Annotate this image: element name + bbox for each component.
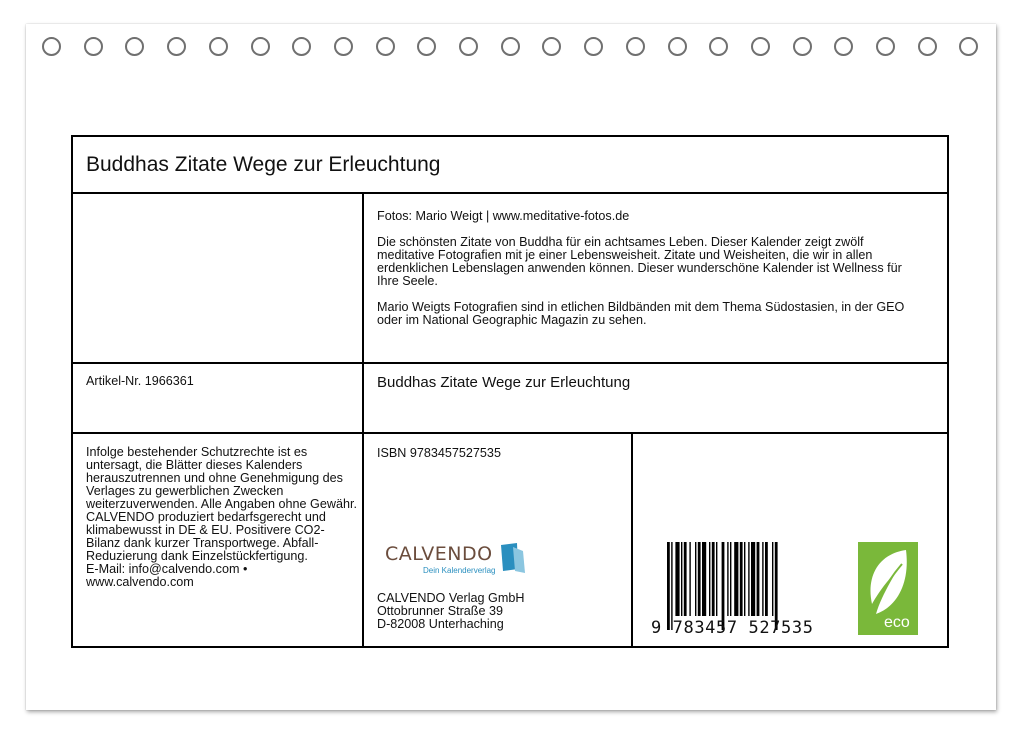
binding-hole [334,37,353,56]
description-block [377,210,917,340]
binding-hole [542,37,561,56]
isbn: ISBN 9783457527535 [377,446,501,460]
binding-hole [501,37,520,56]
barcode-bar [684,542,687,616]
barcode-bar [698,542,701,616]
calendar-subtitle: Buddhas Zitate Wege zur Erleuchtung [377,374,631,391]
info-table [71,135,949,648]
logo-wordmark: CALVENDO [385,543,493,565]
binding-hole [125,37,144,56]
copyright-text: Infolge bestehender Schutzrechte ist es untersagt, die Blätter dieses Kalenders herauszutrennen und ohne Genehmigung des Verlages zu gewerblichen Zwecken weiterzuverwenden. Alle Angaben ohne Gewähr. [86,445,357,511]
photo-credits: Fotos: Mario Weigt | www.meditative-fotos.de [377,209,630,223]
barcode-bar [772,542,773,616]
contact-website: www.calvendo.com [86,575,194,589]
barcode-bar [757,542,760,616]
eco-statement: CALVENDO produziert bedarfsgerecht und klimabewusst in DE & EU. Positivere CO2-Bilanz dank kurzer Transportwege. Abfall-Reduzierung dank Einzelstückfertigung. [86,510,326,563]
page-title: Buddhas Zitate Wege zur Erleuchtung [86,153,441,176]
barcode-bar [712,542,715,616]
spiral-binding-holes [42,37,982,59]
barcode-digits: 9 783457 527535 [651,618,814,638]
barcode-bar [667,542,670,630]
article-number: Artikel-Nr. 1966361 [86,374,194,388]
publisher-address [377,592,524,631]
logo-tagline: Dein Kalenderverlag [423,566,496,575]
barcode-bar [740,542,743,616]
binding-hole [376,37,395,56]
binding-hole [751,37,770,56]
binding-hole [209,37,228,56]
row-divider [73,432,947,434]
barcode-bar [671,542,672,630]
binding-hole [292,37,311,56]
title-row [73,137,947,194]
column-divider [631,434,633,648]
isbn-barcode [651,542,815,642]
barcode-bar [702,542,706,616]
publisher-name: CALVENDO Verlag GmbH [377,591,525,605]
calendar-page-icon [501,543,525,575]
calendar-description: Die schönsten Zitate von Buddha für ein achtsames Leben. Dieser Kalender zeigt zwölf meditative Fotografien mit je einer Lebensweisheit. Zitate und Weisheiten, die wir in allen erdenklichen Lebenslagen anwenden können. Dieser wunderschöne Kalender ist Wellness für Ihre Seele. [377,235,902,288]
binding-hole [42,37,61,56]
barcode-bar [751,542,755,616]
contact-email: E-Mail: info@calvendo.com • [86,562,248,576]
barcode-bar [775,542,778,630]
barcode-bar [675,542,679,616]
binding-hole [167,37,186,56]
eco-badge [858,542,918,635]
eco-label: eco [884,614,910,631]
publisher-city: D-82008 Unterhaching [377,617,504,631]
calvendo-logo [385,541,525,577]
binding-hole [459,37,478,56]
binding-hole [918,37,937,56]
binding-hole [584,37,603,56]
barcode-bar [689,542,690,616]
binding-hole [251,37,270,56]
binding-hole [959,37,978,56]
column-divider [362,194,364,648]
barcode-bar [695,542,696,616]
barcode-bar [744,542,745,616]
barcode-bar [762,542,763,616]
binding-hole [834,37,853,56]
publisher-street: Ottobrunner Straße 39 [377,604,504,618]
binding-hole [709,37,728,56]
barcode-bar [734,542,738,616]
binding-hole [417,37,436,56]
binding-hole [626,37,645,56]
barcode-bar [716,542,717,616]
binding-hole [876,37,895,56]
barcode-bar [681,542,682,616]
barcode-bar [765,542,768,616]
legal-notice [86,446,358,589]
barcode-bar [748,542,749,616]
barcode-bar [709,542,710,616]
binding-hole [793,37,812,56]
photographer-info: Mario Weigts Fotografien sind in etlichen Bildbänden mit dem Thema Südostasien, in der GEO oder im National Geographic Magazin zu sehen. [377,300,905,327]
barcode-bar [730,542,731,616]
binding-hole [84,37,103,56]
row-divider [73,362,947,364]
barcode-bar [727,542,728,616]
barcode-bar [722,542,725,630]
binding-hole [668,37,687,56]
